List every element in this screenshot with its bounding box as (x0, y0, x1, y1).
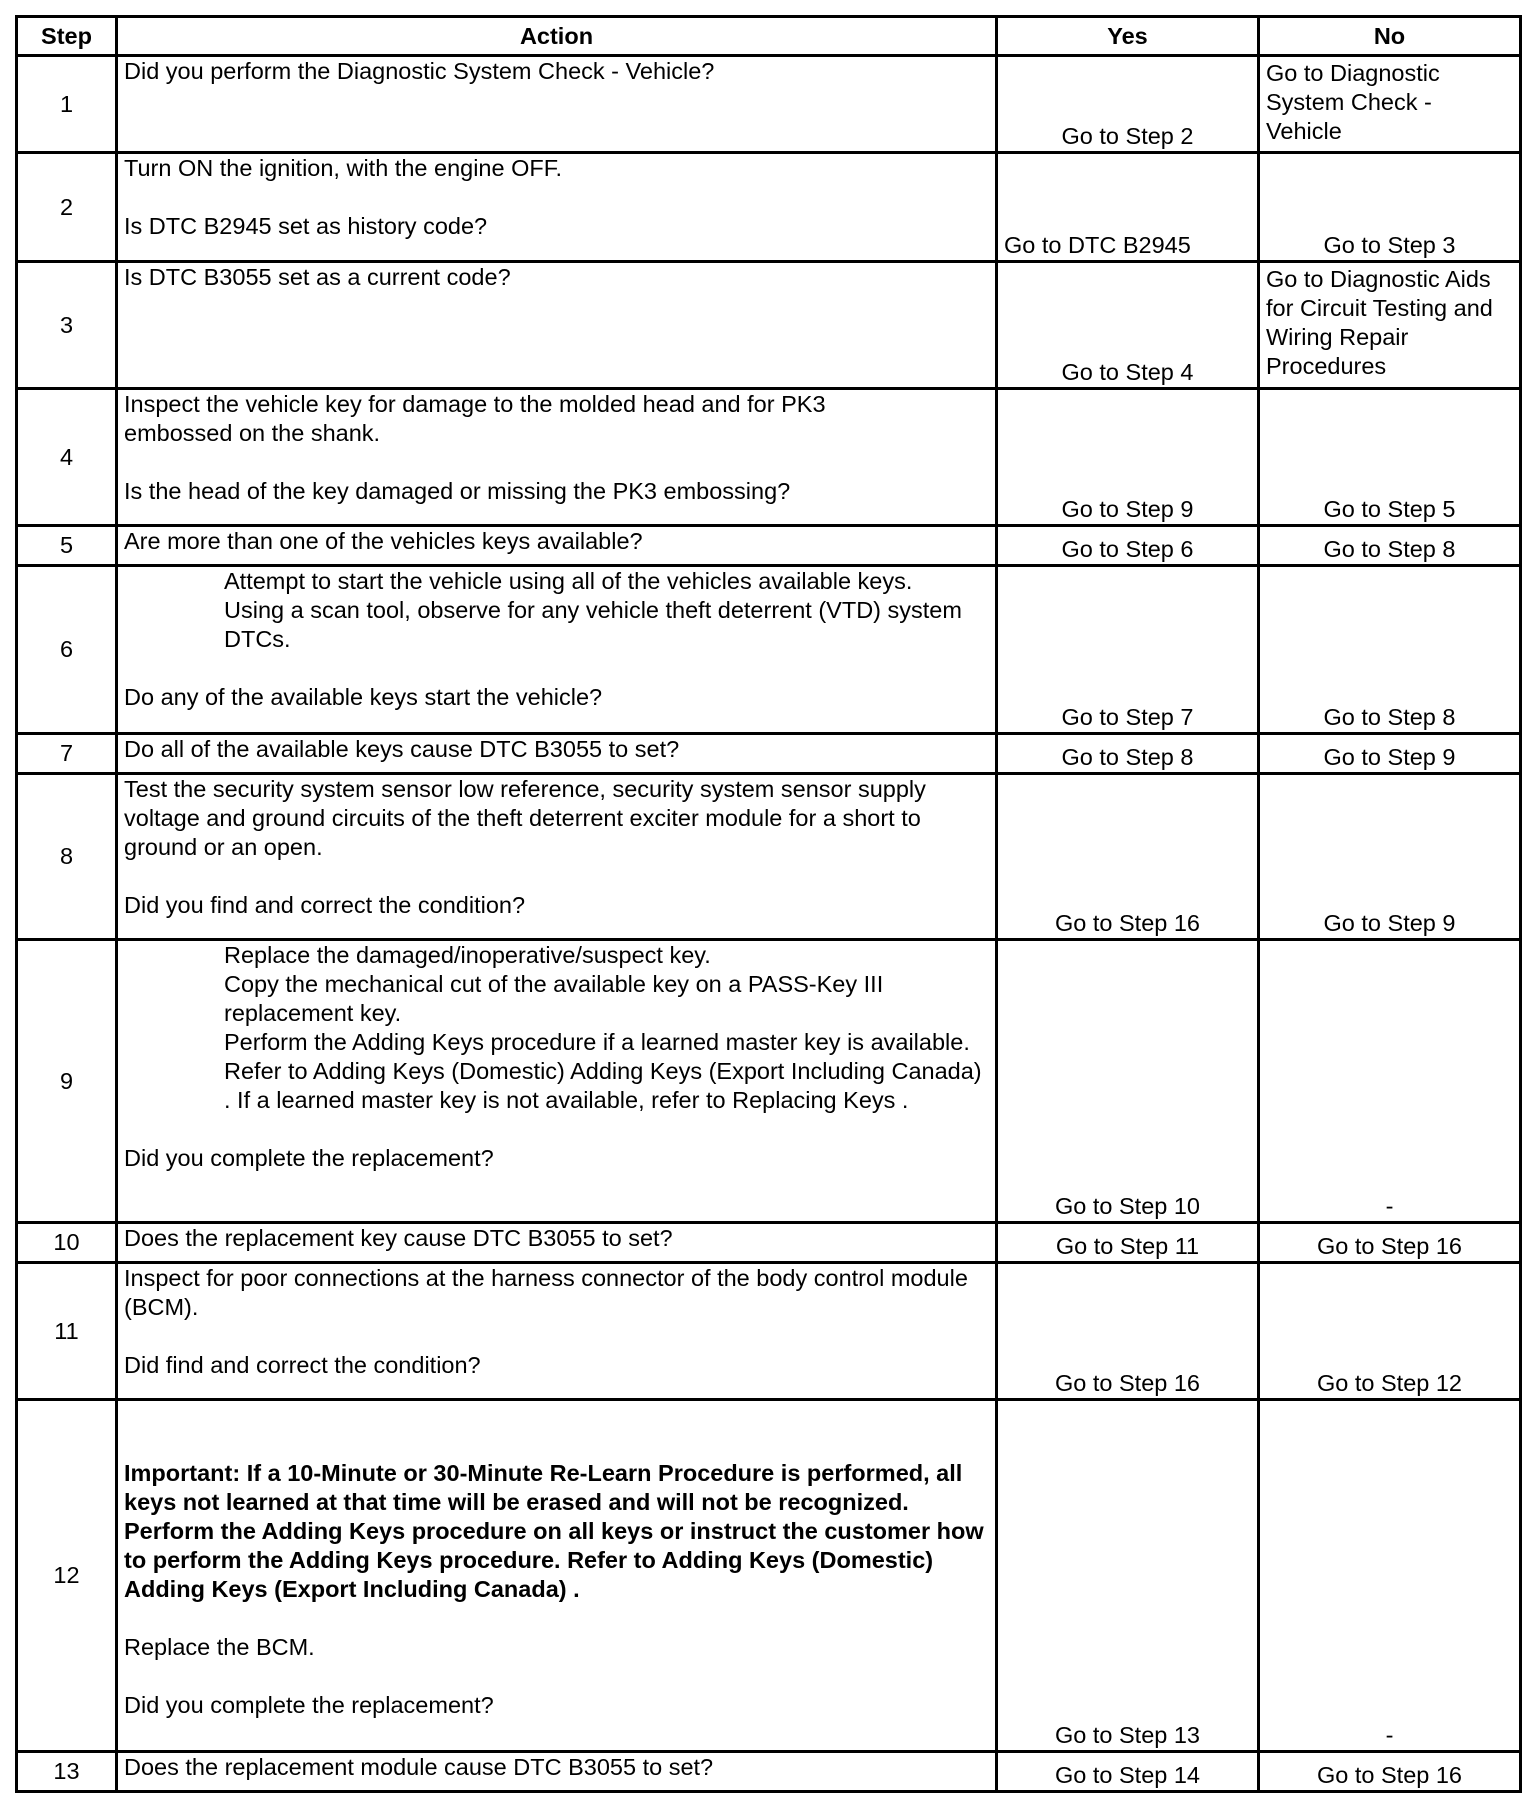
action-text: Did you perform the Diagnostic System Check - Vehicle? (124, 58, 715, 84)
action-question: Did you complete the replacement? (124, 1145, 494, 1171)
yes-cell: Go to Step 10 (997, 940, 1259, 1223)
no-cell: Go to Step 5 (1259, 389, 1521, 526)
action-question: Do any of the available keys start the vehicle? (124, 684, 603, 710)
action-cell (117, 262, 997, 389)
step-number: 13 (17, 1752, 117, 1792)
yes-cell: Go to Step 16 (997, 1263, 1259, 1400)
action-cell (117, 56, 997, 153)
step-number: 7 (17, 734, 117, 774)
header-no: No (1259, 17, 1521, 56)
action-cell (117, 389, 997, 526)
action-text: Inspect for poor connections at the harness connector of the body control module (BCM). (124, 1265, 968, 1320)
important-note: Important: If a 10-Minute or 30-Minute Re-Learn Procedure is performed, all keys not learned at that time will be erased and will not be recognized. Perform the Adding Keys procedure on all keys or instruct the customer how to perform the Adding Keys procedure. Refer to Adding Keys (Domestic) Adding Keys (Export Including Canada) . (124, 1460, 984, 1602)
action-cell (117, 1752, 997, 1792)
yes-cell: Go to Step 9 (997, 389, 1259, 526)
yes-cell: Go to Step 13 (997, 1400, 1259, 1752)
step-number: 12 (17, 1400, 117, 1752)
table-row (17, 734, 1521, 774)
action-text: Do all of the available keys cause DTC B3055 to set? (124, 736, 680, 762)
table-row (17, 56, 1521, 153)
header-step: Step (17, 17, 117, 56)
action-text: Test the security system sensor low reference, security system sensor supply voltage and ground circuits of the theft deterrent exciter module for a short to ground or an open. (124, 776, 926, 860)
action-text: Replace the BCM. (124, 1634, 315, 1660)
no-cell: Go to Step 16 (1259, 1752, 1521, 1792)
action-question: Is the head of the key damaged or missing the PK3 embossing? (124, 478, 791, 504)
step-number: 9 (17, 940, 117, 1223)
no-cell: Go to Diagnostic System Check - Vehicle (1259, 56, 1521, 153)
step-number: 2 (17, 153, 117, 262)
no-cell: - (1259, 940, 1521, 1223)
action-text: Does the replacement key cause DTC B3055 to set? (124, 1225, 673, 1251)
table-row (17, 1263, 1521, 1400)
no-cell: Go to Step 9 (1259, 734, 1521, 774)
yes-cell: Go to Step 14 (997, 1752, 1259, 1792)
action-list-item: Using a scan tool, observe for any vehicle theft deterrent (VTD) system DTCs. (224, 597, 962, 652)
action-cell (117, 526, 997, 566)
action-list-item: Attempt to start the vehicle using all of the vehicles available keys. (224, 568, 913, 594)
diagnostic-table (15, 15, 1522, 1793)
step-number: 8 (17, 774, 117, 940)
no-cell: Go to Step 3 (1259, 153, 1521, 262)
yes-cell: Go to Step 8 (997, 734, 1259, 774)
header-yes: Yes (997, 17, 1259, 56)
no-cell: Go to Diagnostic Aids for Circuit Testing and Wiring Repair Procedures (1259, 262, 1521, 389)
no-cell: Go to Step 9 (1259, 774, 1521, 940)
yes-cell: Go to Step 6 (997, 526, 1259, 566)
table-row (17, 1400, 1521, 1752)
step-number: 4 (17, 389, 117, 526)
table-row (17, 774, 1521, 940)
action-text: Inspect the vehicle key for damage to the molded head and for PK3 embossed on the shank. (124, 391, 826, 446)
yes-cell: Go to Step 7 (997, 566, 1259, 734)
action-question: Did you find and correct the condition? (124, 892, 526, 918)
step-number: 3 (17, 262, 117, 389)
action-text: Turn ON the ignition, with the engine OFF. (124, 155, 563, 181)
yes-cell: Go to DTC B2945 (997, 153, 1259, 262)
action-text: Does the replacement module cause DTC B3055 to set? (124, 1754, 714, 1780)
header-row (17, 17, 1521, 56)
yes-cell: Go to Step 2 (997, 56, 1259, 153)
table-row (17, 526, 1521, 566)
step-number: 5 (17, 526, 117, 566)
table-row (17, 566, 1521, 734)
table-row (17, 1223, 1521, 1263)
action-list-item: Copy the mechanical cut of the available key on a PASS-Key III replacement key. (224, 971, 884, 1026)
action-cell (117, 774, 997, 940)
action-cell (117, 734, 997, 774)
action-text: Is DTC B3055 set as a current code? (124, 264, 511, 290)
yes-cell: Go to Step 4 (997, 262, 1259, 389)
table-row (17, 1752, 1521, 1792)
table-row (17, 940, 1521, 1223)
no-cell: Go to Step 16 (1259, 1223, 1521, 1263)
action-cell (117, 1400, 997, 1752)
action-cell (117, 940, 997, 1223)
action-cell (117, 153, 997, 262)
action-question: Is DTC B2945 set as history code? (124, 213, 488, 239)
action-question: Did you complete the replacement? (124, 1692, 494, 1718)
action-list-item: Replace the damaged/inoperative/suspect key. (224, 942, 711, 968)
step-number: 6 (17, 566, 117, 734)
table-row (17, 389, 1521, 526)
action-list-item: Perform the Adding Keys procedure if a learned master key is available. Refer to Adding Keys (Domestic) Adding Keys (Export Including Canada) . If a learned master key is not available, refer to Replacing Keys . (224, 1029, 982, 1113)
step-number: 1 (17, 56, 117, 153)
header-action: Action (117, 17, 997, 56)
step-number: 11 (17, 1263, 117, 1400)
no-cell: Go to Step 12 (1259, 1263, 1521, 1400)
action-question: Did find and correct the condition? (124, 1352, 481, 1378)
no-cell: Go to Step 8 (1259, 526, 1521, 566)
action-cell (117, 1263, 997, 1400)
no-cell: - (1259, 1400, 1521, 1752)
table-row (17, 153, 1521, 262)
table-row (17, 262, 1521, 389)
no-cell: Go to Step 8 (1259, 566, 1521, 734)
yes-cell: Go to Step 16 (997, 774, 1259, 940)
action-cell (117, 1223, 997, 1263)
step-number: 10 (17, 1223, 117, 1263)
yes-cell: Go to Step 11 (997, 1223, 1259, 1263)
action-text: Are more than one of the vehicles keys available? (124, 528, 643, 554)
action-cell (117, 566, 997, 734)
